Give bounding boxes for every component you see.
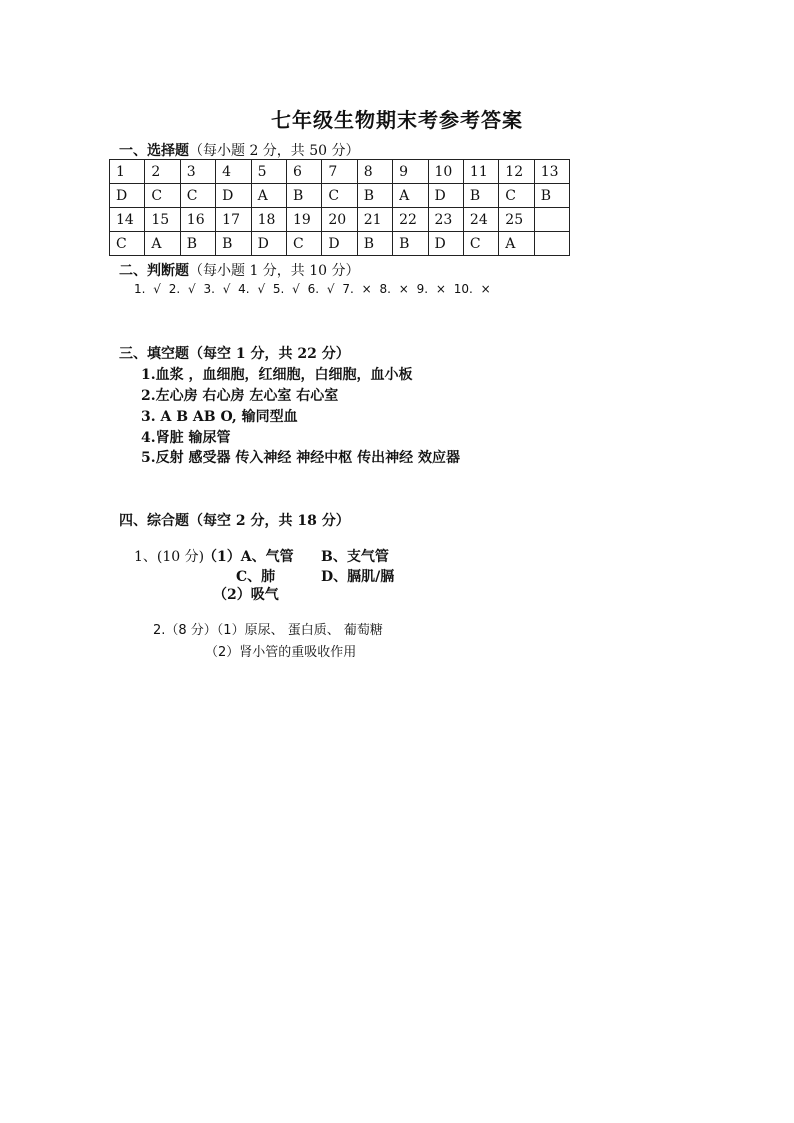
table-cell: D [251, 232, 286, 256]
fill-line-1: 1.血浆 ，血细胞，红细胞，白细胞，血小板 [141, 367, 413, 383]
table-cell: D [322, 232, 357, 256]
fill-line-4: 4.肾脏 输尿管 [141, 430, 231, 446]
table-cell: 11 [463, 160, 498, 184]
section-judge-heading [119, 260, 360, 280]
section-judge-title: 二、判断题 [119, 263, 189, 279]
table-cell: 23 [428, 208, 463, 232]
q1-prefix: 1、(10 分) [134, 549, 205, 565]
table-cell: 17 [216, 208, 251, 232]
table-cell: C [286, 232, 321, 256]
q1-part-2: （2）吸气 [213, 587, 279, 603]
table-cell: 13 [534, 160, 569, 184]
table-cell: 20 [322, 208, 357, 232]
table-cell: B [463, 184, 498, 208]
table-cell: C [463, 232, 498, 256]
table-cell: 5 [251, 160, 286, 184]
table-cell: 2 [145, 160, 180, 184]
section-fill-heading: 三、填空题（每空 1 分，共 22 分） [119, 346, 350, 362]
table-cell: 18 [251, 208, 286, 232]
table-cell: 4 [216, 160, 251, 184]
judge-answers: 1. √ 2. √ 3. √ 4. √ 5. √ 6. √ 7. × 8. × 9. × 10. × [134, 282, 491, 296]
table-cell: 14 [110, 208, 145, 232]
table-cell: A [499, 232, 534, 256]
table-row [110, 160, 570, 184]
table-cell: 8 [357, 160, 392, 184]
fill-line-5: 5.反射 感受器 传入神经 神经中枢 传出神经 效应器 [141, 450, 460, 466]
table-cell: D [110, 184, 145, 208]
table-cell: 7 [322, 160, 357, 184]
table-cell: 24 [463, 208, 498, 232]
section-judge-note: （每小题 1 分，共 10 分） [189, 263, 360, 279]
table-cell: 1 [110, 160, 145, 184]
q2-line-1: 2.（8 分）（1）原尿、 蛋白质、 葡萄糖 [153, 623, 383, 638]
table-cell: C [145, 184, 180, 208]
table-cell [534, 232, 569, 256]
table-cell: 15 [145, 208, 180, 232]
table-cell: 25 [499, 208, 534, 232]
table-row [110, 232, 570, 256]
table-cell: D [428, 184, 463, 208]
table-cell: A [251, 184, 286, 208]
table-cell: A [393, 184, 428, 208]
q2-line-2: （2）肾小管的重吸收作用 [205, 645, 357, 660]
q1-part-c: C、肺 [236, 569, 276, 585]
section-comprehensive-heading: 四、综合题（每空 2 分，共 18 分） [119, 513, 350, 529]
table-cell: 10 [428, 160, 463, 184]
section-choice-title: 一、选择题 [119, 143, 189, 159]
section-choice-note: （每小题 2 分，共 50 分） [189, 143, 360, 159]
q1-part-a: （1）A、气管 [203, 549, 294, 565]
table-cell [534, 208, 569, 232]
table-cell: 22 [393, 208, 428, 232]
table-cell: 9 [393, 160, 428, 184]
table-cell: 21 [357, 208, 392, 232]
table-cell: B [357, 232, 392, 256]
table-row [110, 208, 570, 232]
q1-part-b: B、支气管 [321, 549, 389, 565]
table-cell: C [110, 232, 145, 256]
table-cell: B [393, 232, 428, 256]
fill-line-2: 2.左心房 右心房 左心室 右心室 [141, 388, 339, 404]
table-cell: C [322, 184, 357, 208]
table-cell: C [180, 184, 215, 208]
table-cell: A [145, 232, 180, 256]
page-title: 七年级生物期末考参考答案 [271, 108, 523, 132]
fill-line-3: 3. A B AB O, 输同型血 [141, 409, 298, 425]
table-cell: C [499, 184, 534, 208]
q1-part-d: D、膈肌/膈 [321, 569, 395, 585]
table-cell: 12 [499, 160, 534, 184]
table-cell: B [534, 184, 569, 208]
table-cell: B [180, 232, 215, 256]
table-cell: 16 [180, 208, 215, 232]
table-cell: 19 [286, 208, 321, 232]
table-cell: 3 [180, 160, 215, 184]
table-cell: B [216, 232, 251, 256]
section-choice-heading [119, 140, 360, 160]
table-cell: D [428, 232, 463, 256]
table-row [110, 184, 570, 208]
choice-answer-table [109, 159, 570, 256]
table-cell: B [357, 184, 392, 208]
table-cell: B [286, 184, 321, 208]
table-cell: 6 [286, 160, 321, 184]
table-cell: D [216, 184, 251, 208]
